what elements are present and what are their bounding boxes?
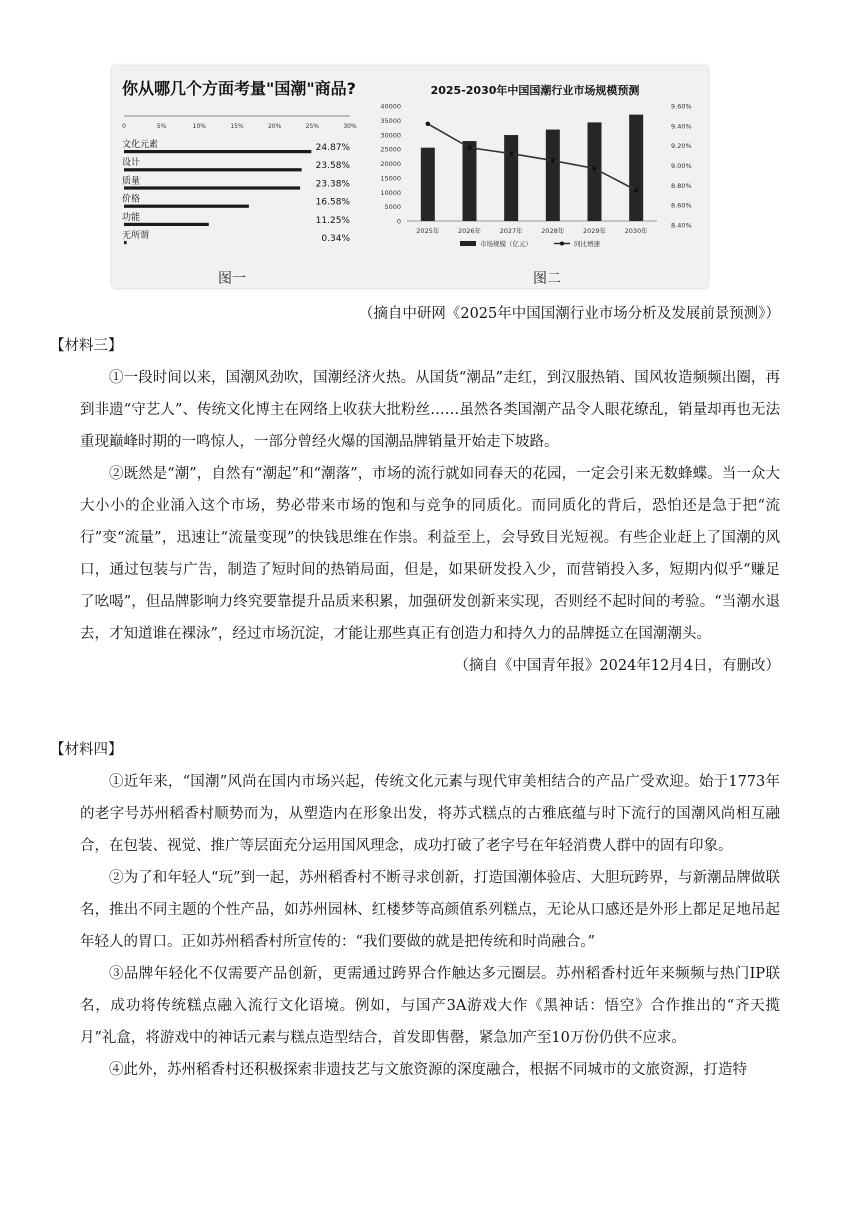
figure2-title: 2025-2030年中国国潮行业市场规模预测: [430, 84, 640, 97]
figure2-category-label: 2029年: [582, 227, 607, 235]
figures-svg: [112, 66, 708, 288]
source-line: （摘自中研网《2025年中国国潮行业市场分析及发展前景预测》）: [358, 306, 780, 322]
figure2-left-tick-label: 5000: [384, 203, 401, 212]
figure1-tick-label: 0: [122, 123, 126, 130]
figure2-right-tick-label: 8.40%: [671, 221, 692, 230]
figure2-left-tick-label: 30000: [380, 131, 401, 140]
figure1-category-label: 价格: [122, 194, 141, 205]
figure1-tick-label: 15%: [230, 123, 244, 130]
figure1-bar: [124, 186, 300, 189]
figure1-bar: [124, 241, 127, 244]
figure1-value-label: 11.25%: [315, 215, 350, 226]
figure2-growth-point: [467, 145, 471, 149]
figure2-left-tick-label: 20000: [380, 160, 401, 168]
figure2-right-tick-label: 9.00%: [671, 162, 692, 170]
material3-paragraph-2: ②既然是“潮”，自然有“潮起”和“潮落”，市场的流行就如同春天的花园，一定会引来无数蜂蝶。当一众大大小小的企业涌入这个市场，势必带来市场的饱和与竞争的同质化。而同质化的背后，恐怕还是急于把“流行”变“流量”，迅速让“流量变现”的快钱思维在作祟。利益至上，会导致目光短视。有些企业赶上了国潮的风口，通过包装与广告，制造了短时间的热销局面，但是，如果研发投入少，而营销投入多，短期内似乎“赚足了吆喝”，但品牌影响力终究要靠提升品质来积累，加强研发创新来实现，否则经不起时间的考验。“当潮水退去，才知道谁在裸泳”，经过市场沉淀，才能让那些真正有创造力和持久力的品牌挺立在国潮潮头。: [80, 466, 780, 642]
figure2-legend-line-label: 同比增速: [574, 240, 600, 248]
figure2-growth-point: [551, 158, 555, 162]
figure2-category-label: 2026年: [457, 227, 482, 235]
figure2-bar: [421, 148, 435, 221]
figure2-left-tick-label: 15000: [380, 174, 401, 183]
figure1-value-label: 23.38%: [315, 179, 350, 190]
figure2-legend-bar-swatch: [460, 241, 476, 246]
figure1-category-label: 质量: [122, 176, 141, 187]
figure2-left-tick-label: 0: [396, 217, 401, 226]
figure1-caption: 图一: [218, 271, 246, 287]
figure2-left-tick-label: 40000: [380, 102, 401, 111]
figure2-category-label: 2030年: [624, 227, 648, 235]
figure2-caption: 图二: [533, 271, 561, 287]
figure2-category-label: 2028年: [541, 227, 565, 235]
figure1-bar: [124, 205, 249, 208]
figure1-bar: [124, 168, 302, 171]
figure2-bar: [546, 130, 560, 221]
figure1-category-label: 功能: [122, 212, 141, 223]
figure1-bar: [124, 150, 311, 153]
material-3: [50, 330, 780, 682]
material3-source: （摘自《中国青年报》2024年12月4日，有删改）: [454, 658, 780, 674]
figure-panel: [112, 66, 708, 288]
figure2-left-tick-label: 10000: [380, 188, 401, 197]
figure2-growth-point: [509, 151, 513, 155]
figure1-title: 你从哪几个方面考量"国潮"商品?: [122, 79, 356, 98]
figure1-tick-label: 10%: [192, 123, 207, 130]
material-4: [50, 734, 780, 1086]
figure2-growth-line: [428, 124, 636, 190]
figure2-category-label: 2025年: [416, 227, 440, 235]
figure2-right-tick-label: 9.60%: [671, 102, 692, 111]
figure2-right-tick-label: 8.60%: [671, 201, 692, 210]
figure2-growth-point: [426, 122, 430, 126]
figure2-left-tick-label: 35000: [380, 116, 401, 125]
figure1-tick-label: 5%: [156, 123, 167, 130]
figure2-right-tick-label: 9.40%: [671, 122, 692, 131]
figure1-tick-label: 20%: [267, 123, 282, 130]
figure2-right-tick-label: 9.20%: [671, 142, 692, 151]
figure1-chart: [122, 79, 357, 244]
figure1-value-label: 23.58%: [315, 161, 350, 172]
figure2-right-tick-label: 8.80%: [671, 181, 692, 190]
figure1-category-label: 文化元素: [122, 140, 159, 150]
figure1-category-label: 无所谓: [122, 231, 150, 241]
material4-paragraph-1: ①近年来，“国潮”风尚在国内市场兴起，传统文化元素与现代审美相结合的产品广受欢迎。始于1773年的老字号苏州稻香村顺势而为，从塑造内在形象出发，将苏式糕点的古雅底蕴与时下流行的国潮风尚相互融合，在包装、视觉、推广等层面充分运用国风理念，成功打破了老字号在年轻消费人群中的固有印象。: [80, 774, 780, 854]
figure1-tick-label: 30%: [343, 123, 357, 130]
material4-paragraph-3: ③品牌年轻化不仅需要产品创新，更需通过跨界合作触达多元圈层。苏州稻香村近年来频频与热门IP联名，成功将传统糕点融入流行文化语境。例如，与国产3A游戏大作《黑神话：悟空》合作推出的“齐天揽月”礼盒，将游戏中的神话元素与糕点造型结合，首发即售罄，紧急加产至10万份仍供不应求。: [80, 966, 780, 1046]
figure1-value-label: 0.34%: [321, 234, 350, 244]
material4-paragraph-4: ④此外，苏州稻香村还积极探索非遗技艺与文旅资源的深度融合，根据不同城市的文旅资源，打造特: [109, 1062, 747, 1078]
source-1: [80, 298, 780, 330]
figure1-category-label: 设计: [122, 158, 141, 169]
figure1-bar: [124, 223, 209, 226]
material4-paragraph-2: ②为了和年轻人“玩”到一起，苏州稻香村不断寻求创新，打造国潮体验店、大胆玩跨界，与新潮品牌做联名，推出不同主题的个性产品，如苏州园林、红楼梦等高颜值系列糕点，无论从口感还是外形上都足足地吊起年轻人的胃口。正如苏州稻香村所宣传的：“我们要做的就是把传统和时尚融合。”: [80, 870, 780, 950]
material3-heading: 【材料三】: [50, 338, 123, 354]
figure2-legend-line-marker: [560, 242, 564, 246]
figure2-growth-point: [592, 166, 596, 170]
figure1-value-label: 16.58%: [315, 197, 350, 208]
material3-paragraph-1: ①一段时间以来，国潮风劲吹，国潮经济火热。从国货“潮品”走红，到汉服热销、国风妆造频频出圈，再到非遗“守艺人”、传统文化博主在网络上收获大批粉丝……虽然各类国潮产品令人眼花缭乱，销量却再也无法重现巅峰时期的一鸣惊人，一部分曾经火爆的国潮品牌销量开始走下坡路。: [80, 370, 780, 450]
figure2-bar: [504, 135, 518, 221]
figure2-bar: [629, 115, 643, 221]
figure2-growth-point: [634, 188, 638, 192]
material4-heading: 【材料四】: [50, 742, 123, 758]
figure2-chart: [380, 83, 691, 248]
figure1-value-label: 24.87%: [315, 143, 350, 153]
figure2-category-label: 2027年: [499, 227, 523, 235]
figure2-bar: [463, 141, 477, 221]
figure1-tick-label: 25%: [305, 123, 320, 130]
figure2-left-tick-label: 25000: [380, 145, 401, 154]
figure2-legend-bar-label: 市场规模（亿元）: [480, 240, 532, 248]
